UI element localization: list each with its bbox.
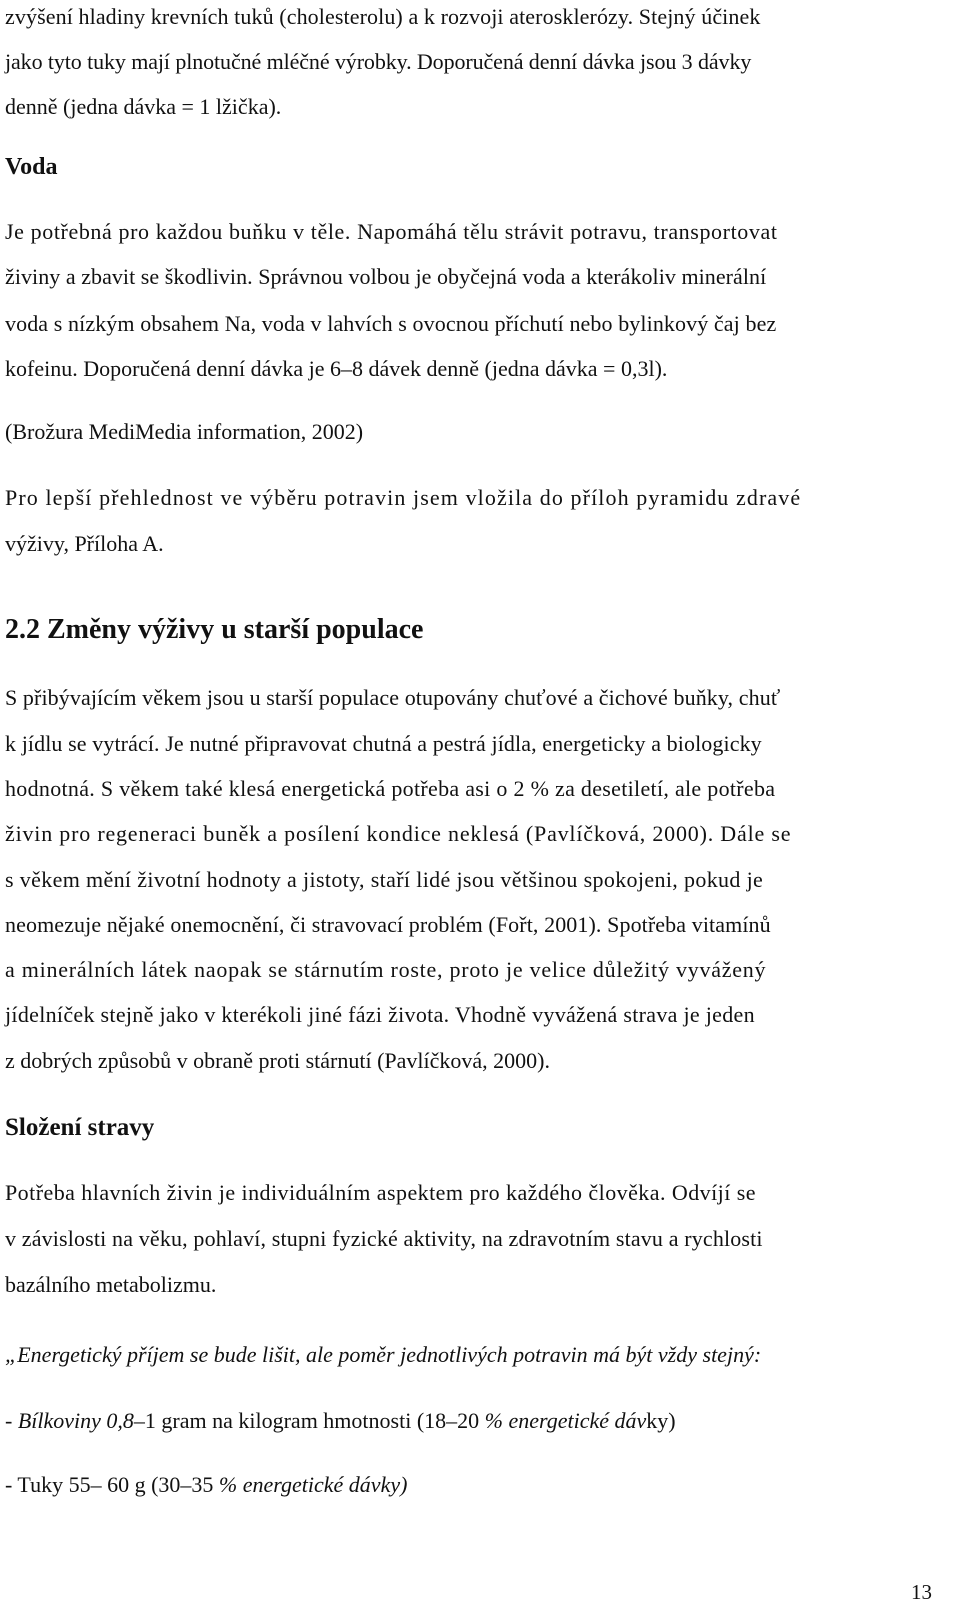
page-number: 13 — [911, 1580, 932, 1604]
appendix-line-1: Pro lepší přehlednost ve výběru potravin jsem vložila do příloh pyramidu zdravé — [5, 485, 802, 510]
intro-line-2: jako tyto tuky mají plnotučné mléčné výrobky. Doporučená denní dávka jsou 3 dávky — [5, 49, 752, 74]
list-item-tuky-amount: - Tuky 55– 60 g (30–35 — [5, 1472, 219, 1497]
voda-line-1: Je potřebná pro každou buňku v těle. Napomáhá tělu strávit potravu, transportovat — [5, 219, 778, 244]
list-item-tuky-energy: % energetické dávky) — [218, 1472, 408, 1497]
list-item-bilkoviny-amount: –1 gram na kilogram hmotnosti (18–20 — [133, 1408, 485, 1433]
voda-line-4: kofeinu. Doporučená denní dávka je 6–8 dávek denně (jedna dávka = 0,3l). — [5, 356, 668, 381]
list-item-tuky — [5, 1474, 407, 1496]
section-line-6: neomezuje nějaké onemocnění, či stravovací problém (Fořt, 2001). Spotřeba vitamínů — [5, 912, 771, 937]
list-item-bilkoviny-label: Bílkoviny 0,8 — [17, 1408, 134, 1433]
list-item-bilkoviny-end: ky) — [646, 1408, 676, 1433]
list-item-bilkoviny — [5, 1410, 676, 1432]
list-dash: - — [5, 1408, 18, 1433]
slozeni-line-1: Potřeba hlavních živin je individuálním aspektem pro každého člověka. Odvíjí se — [5, 1180, 756, 1205]
section-line-8: jídelníček stejně jako v kterékoli jiné fázi života. Vhodně vyvážená strava je jeden — [5, 1002, 755, 1027]
section-line-5: s věkem mění životní hodnoty a jistoty, staří lidé jsou většinou spokojeni, pokud je — [5, 867, 764, 892]
section-line-3: hodnotná. S věkem také klesá energetická potřeba asi o 2 % za desetiletí, ale potřeba — [5, 776, 776, 801]
voda-line-2: živiny a zbavit se škodlivin. Správnou volbou je obyčejná voda a kterákoliv minerální — [5, 264, 767, 289]
voda-heading: Voda — [5, 154, 58, 180]
list-item-bilkoviny-energy: % energetické dáv — [484, 1408, 647, 1433]
appendix-line-2: výživy, Příloha A. — [5, 531, 164, 556]
citation: (Brožura MediMedia information, 2002) — [5, 419, 364, 444]
section-line-1: S přibývajícím věkem jsou u starší populace otupovány chuťové a čichové buňky, chuť — [5, 685, 781, 710]
slozeni-heading: Složení stravy — [5, 1114, 155, 1141]
section-line-2: k jídlu se vytrácí. Je nutné připravovat chutná a pestrá jídla, energeticky a biologicky — [5, 731, 762, 756]
intro-line-1: zvýšení hladiny krevních tuků (cholesterolu) a k rozvoji aterosklerózy. Stejný účinek — [5, 4, 761, 29]
voda-line-3: voda s nízkým obsahem Na, voda v lahvích s ovocnou příchutí nebo bylinkový čaj bez — [5, 311, 777, 336]
slozeni-line-3: bazálního metabolizmu. — [5, 1272, 217, 1297]
section-line-7: a minerálních látek naopak se stárnutím roste, proto je velice důležitý vyvážený — [5, 957, 767, 982]
section-heading: 2.2 Změny výživy u starší populace — [5, 614, 424, 645]
section-line-4: živin pro regeneraci buněk a posílení kondice neklesá (Pavlíčková, 2000). Dále se — [5, 821, 792, 846]
slozeni-line-2: v závislosti na věku, pohlaví, stupni fyzické aktivity, na zdravotním stavu a rychlosti — [5, 1226, 763, 1251]
section-line-9: z dobrých způsobů v obraně proti stárnutí (Pavlíčková, 2000). — [5, 1048, 550, 1073]
quote-line: „Energetický příjem se bude lišit, ale poměr jednotlivých potravin má být vždy stejný: — [5, 1342, 762, 1367]
intro-line-3: denně (jedna dávka = 1 lžička). — [5, 94, 282, 119]
